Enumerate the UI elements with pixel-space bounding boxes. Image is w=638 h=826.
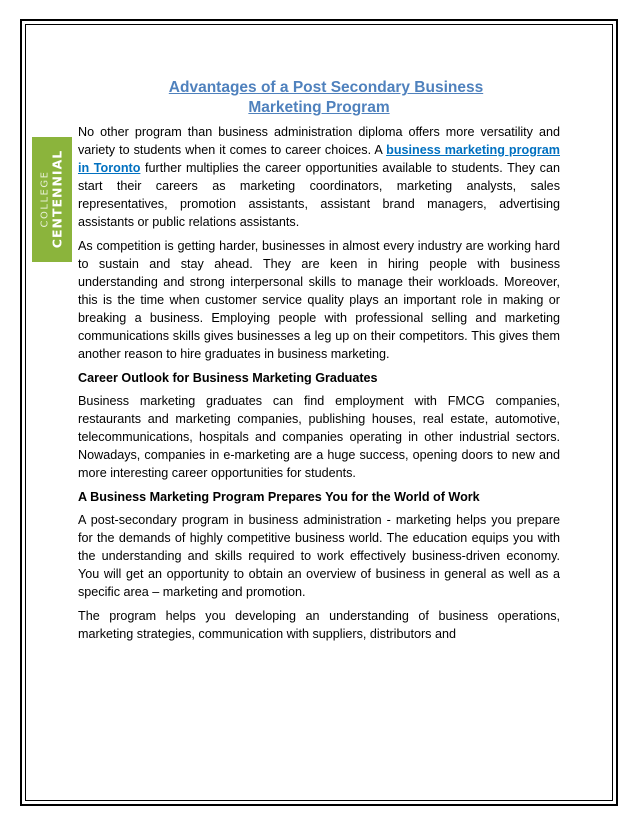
paragraph-competition: As competition is getting harder, businesses in almost every industry are working hard to sustain and stay ahead. They are keen in hiring people with business understanding and strong interpersonal skills to manage their workloads. Moreover, this is the time when customer service quality plays an important role in making or breaking a business. Employing people with professional selling and marketing communications skills gives businesses a leg up on their competitors. This gives them another reason to hire graduates in business marketing. — [78, 239, 560, 361]
centennial-college-logo — [32, 137, 72, 262]
article-title-line1: Advantages of a Post Secondary Business — [168, 79, 484, 96]
paragraph-intro-before: No other program than business administration diploma offers more versatility and variety to students when it comes to career choices. A — [78, 125, 560, 157]
article-title — [78, 78, 560, 118]
business-marketing-program-link[interactable]: business marketing program in Toronto — [78, 143, 560, 175]
article-content — [78, 78, 560, 649]
paragraph-career-outlook: Business marketing graduates can find employment with FMCG companies, restaurants and marketing companies, publishing houses, real estate, automotive, telecommunications, hospitals and companies operating in other industrial sectors. Nowadays, companies in e-marketing are a huge success, opening doors to new and more interesting career opportunities for students. — [78, 394, 560, 480]
paragraph-intro-after: further multiplies the career opportunities available to students. They can start their careers as marketing coordinators, marketing analysts, sales representatives, promotion assistants, assistant brand managers, advertising assistants or public relations assistants. — [78, 161, 560, 229]
heading-world-of-work: A Business Marketing Program Prepares You for the World of Work — [78, 490, 480, 504]
heading-career-outlook: Career Outlook for Business Marketing Graduates — [78, 371, 378, 385]
logo-text — [40, 150, 64, 248]
paragraph-intro — [78, 123, 560, 231]
paragraph-post-secondary: A post-secondary program in business administration - marketing helps you prepare for the demands of highly competitive business world. The education equips you with the understanding and skills required to work effectively business-driven economy. You will get an opportunity to obtain an overview of business in general as well as a specific area – marketing and promotion. — [78, 513, 560, 599]
article-title-line2: Marketing Program — [248, 99, 390, 116]
logo-centennial-text: CENTENNIAL — [49, 149, 65, 249]
paragraph-program-helps: The program helps you developing an understanding of business operations, marketing strategies, communication with suppliers, distributors and — [78, 609, 560, 641]
logo-college-text: COLLEGE — [39, 170, 51, 228]
